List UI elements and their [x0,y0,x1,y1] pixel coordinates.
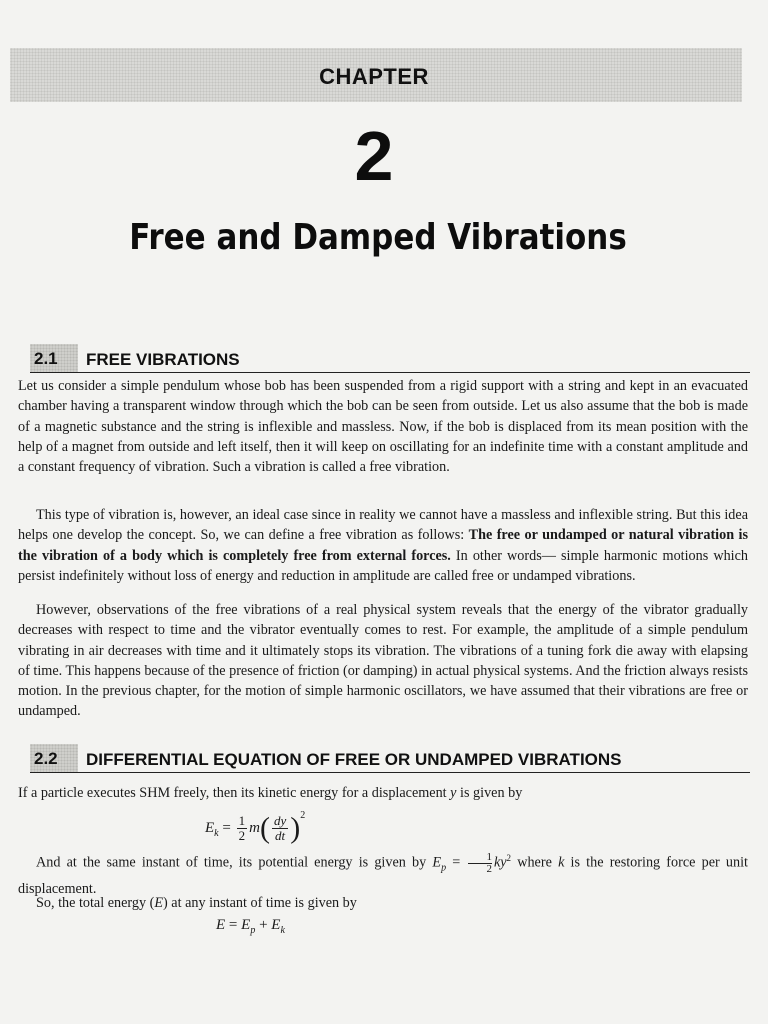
variable-e: E [154,895,164,911]
frac-denominator: 2 [486,862,492,875]
frac-numerator: 1 [238,813,246,829]
section-number: 2.1 [30,344,78,372]
paragraph-text: In other words— simple harmonic motions which persist indefinitely without loss of energy and reduction in amplitude are called free or undamped vibrations. [18,547,748,584]
chapter-title: Free and Damped Vibrations [129,217,627,258]
eq-fraction-derivative [272,814,288,843]
section-heading-2-2 [30,742,750,773]
paragraph-text: So, the total energy ( [36,895,155,911]
paragraph-total-energy [18,893,748,913]
eq-subscript: p [250,925,256,936]
eq-symbol: E [205,820,215,836]
frac-numerator: dy [273,813,287,829]
section-heading-2-1 [30,342,750,373]
eq-symbol: E [432,854,442,871]
eq-exponent: 2 [300,810,306,821]
eq-symbol: E [241,917,251,933]
inline-fraction-half [468,852,492,875]
right-paren: ) [290,811,301,845]
paragraph-damping-observation: However, observations of the free vibrations of a real physical system reveals that the energy of the vibrator gradually decreases with respect to time and the vibrator eventually comes to rest. For example, the amplitude of a simple pendulum vibrating in air decreases with time and it ultimately stops its vibration. The vibrations of a tuning fork die away with elapsing of time. This happens because of the presence of friction (or damping) in actual physical systems. And the friction always resists motion. In the previous chapter, for the motion of simple harmonic oscillators, we have assumed that their vibrations are free or undamped. [18,602,748,720]
definition-bold-text: The free or undamped or natural vibration is the vibration of a body which is completely free from external forces. [18,527,748,564]
equation-kinetic-energy [205,810,305,844]
eq-equals: = [218,820,235,836]
paragraph-text: where [511,854,559,871]
chapter-label: CHAPTER [319,64,429,89]
paragraph-free-vibration-intro: Let us consider a simple pendulum whose bob has been suspended from a rigid support with a string and kept in an evacuated chamber having a transparent window through which the bob can be seen from outside. Let us also assume that the bob is made of a magnetic substance and the string is inflexible and massless. Now, if the bob is displaced from its mean position with the help of a magnet from outside and left itself, then it will keep on oscillating for an indefinite time with a constant amplitude and a constant frequency of vibration. Such a vibration is called a free vibration. [18,378,748,476]
paragraph-free-vibration-definition [18,505,748,586]
eq-plus: + [255,917,272,933]
frac-denominator: 2 [238,828,246,844]
equation-total-energy [216,917,285,936]
paragraph-text: is the restoring force per unit displacement. [18,854,748,897]
section-number: 2.2 [30,744,78,772]
left-paren: ( [259,811,270,845]
paragraph-kinetic-energy-intro [18,783,748,803]
eq-symbol: E [216,917,226,933]
eq-fraction-half [237,814,248,843]
paragraph-potential-energy [18,848,748,899]
section-title: DIFFERENTIAL EQUATION OF FREE OR UNDAMPED VIBRATIONS [86,750,622,769]
chapter-number: 2 [354,117,394,195]
eq-exponent: 2 [506,853,512,863]
frac-denominator: dt [275,828,286,844]
section-title: FREE VIBRATIONS [86,350,240,369]
variable-k: k [558,854,565,871]
variable-y: y [450,785,457,801]
eq-subscript: k [280,925,285,936]
eq-symbol-ky: ky [493,854,507,871]
paragraph-text: is given by [456,785,523,801]
eq-subscript: k [214,828,219,839]
paragraph-text: And at the same instant of time, its potential energy is given by [36,854,433,871]
eq-symbol-m: m [249,820,260,836]
eq-equals: = [446,854,467,871]
eq-symbol: E [271,917,281,933]
eq-subscript: p [441,862,447,874]
eq-equals: = [225,917,242,933]
paragraph-text: If a particle executes SHM freely, then its kinetic energy for a displacement [18,785,451,801]
paragraph-text: This type of vibration is, however, an ideal case since in reality we cannot have a massless and inflexible string. But this idea helps one develop the concept. So, we can define a free vibration as follows: [18,507,748,544]
frac-numerator: 1 [468,852,492,864]
paragraph-text: ) at any instant of time is given by [163,895,357,911]
